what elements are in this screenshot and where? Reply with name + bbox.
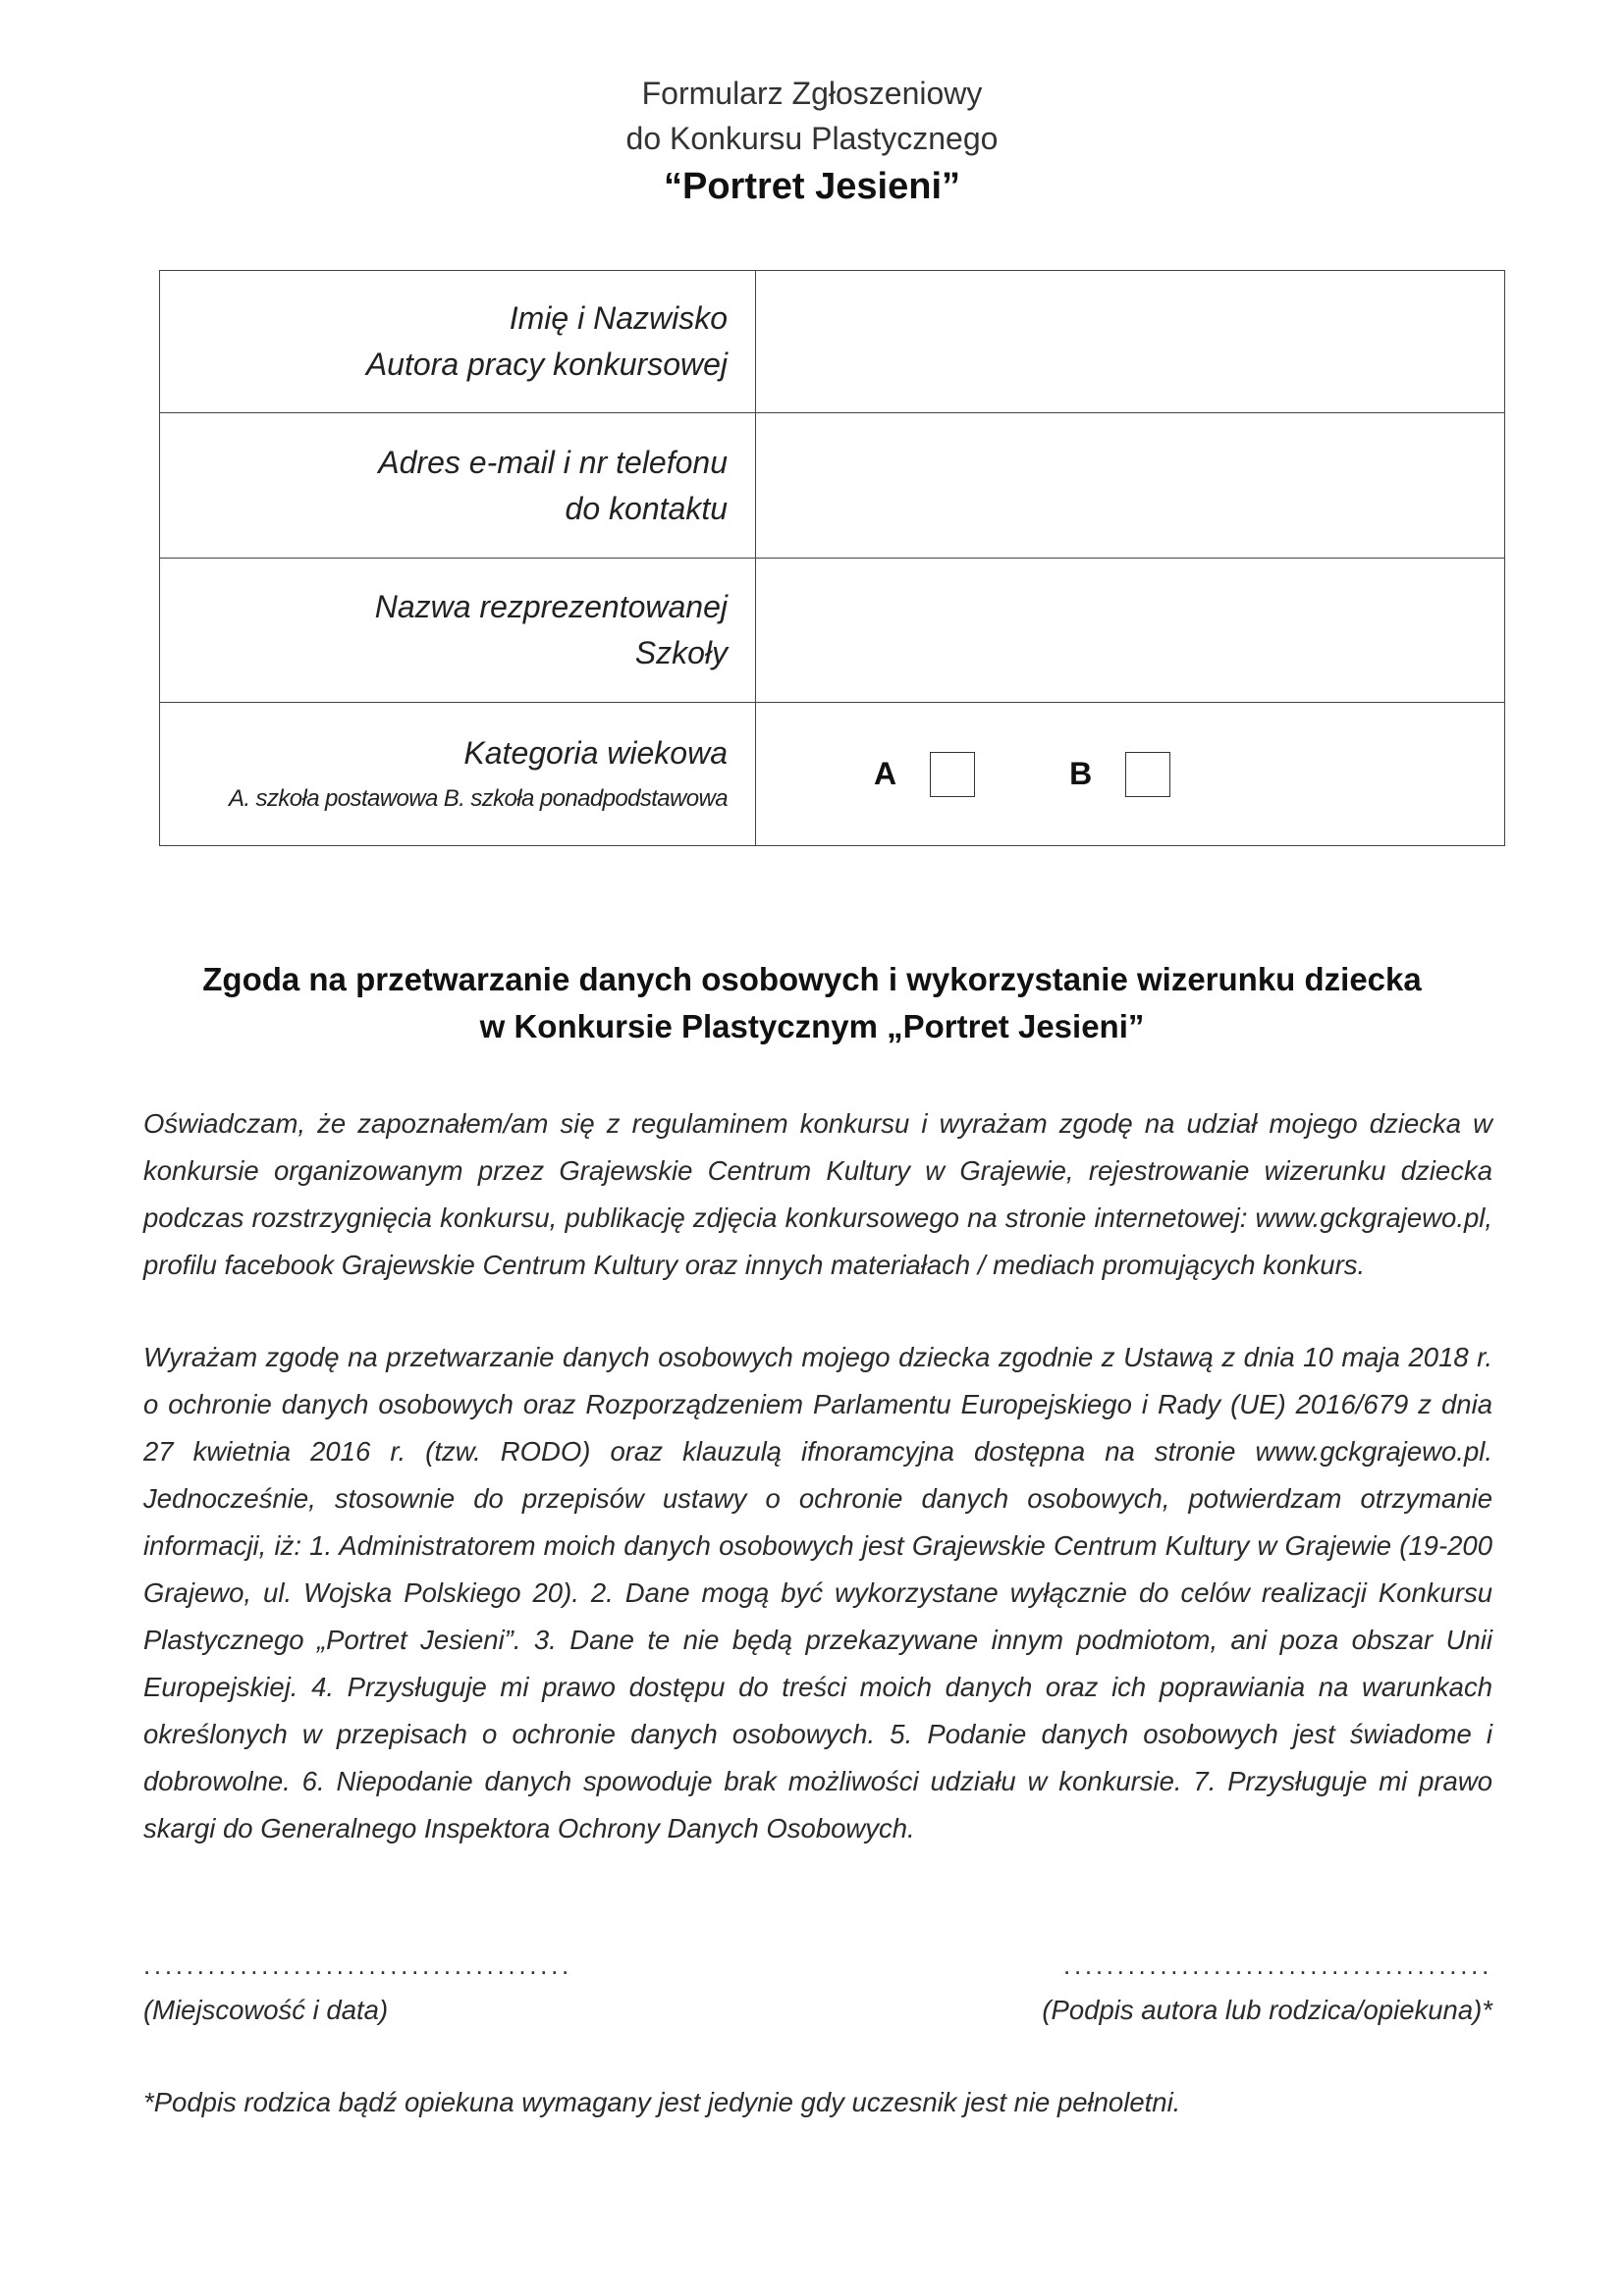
form-row-author-name (160, 271, 1505, 413)
participation-consent-paragraph: Oświadczam, że zapoznałem/am się z regulaminem konkursu i wyrażam zgodę na udział mojego dziecka w konkursie organizowanym przez Grajewskie Centrum Kultury w Grajewie, rejestrowanie wizerunku dziecka podczas rozstrzygnięcia konkursu, publikację zdjęcia konkursowego na stronie internetowej: www.gckgrajewo.pl, profilu facebook Grajewskie Centrum Kultury oraz innych materiałach / mediach promujących konkurs. (143, 1108, 1492, 1280)
header-line-1: Formularz Zgłoszeniowy (641, 76, 983, 111)
consent-heading (0, 956, 1624, 1050)
contact-label (160, 413, 756, 559)
consent-heading-line-2: w Konkursie Plastycznym „Portret Jesieni” (479, 1008, 1145, 1044)
contest-title: “Portret Jesieni” (664, 166, 960, 207)
age-category-label-main: Kategoria wiekowa (463, 735, 728, 771)
category-a-label: A (874, 756, 897, 791)
category-b-label: B (1069, 756, 1093, 791)
age-category-options (756, 703, 1505, 846)
guardian-signature-footnote: *Podpis rodzica bądź opiekuna wymagany jest jedynie gdy uczesnik jest nie pełnoletni. (143, 2087, 1181, 2117)
age-category-checkbox-group (756, 752, 1504, 797)
school-field[interactable] (756, 559, 1505, 703)
school-label-line-2: Szkoły (634, 635, 728, 670)
header-line-2: do Konkursu Plastycznego (625, 121, 999, 156)
data-processing-consent-paragraph: Wyrażam zgodę na przetwarzanie danych osobowych mojego dziecka zgodnie z Ustawą z dnia 10 maja 2018 r. o ochronie danych osobowych oraz Rozporządzeniem Parlamentu Europejskiego i Rady (UE) 2016/679 z dnia 27 kwietnia 2016 r. (tzw. RODO) oraz klauzulą ifnoramcyjna dostępna na stronie www.gckgrajewo.pl. Jednocześnie, stosownie do przepisów ustawy o ochronie danych osobowych, potwierdzam otrzymanie informacji, iż: 1. Administratorem moich danych osobowych jest Grajewskie Centrum Kultury w Grajewie (19-200 Grajewo, ul. Wojska Polskiego 20). 2. Dane mogą być wykorzystane wyłącznie do celów realizacji Konkursu Plastycznego „Portret Jesieni”. 3. Dane te nie będą przekazywane innym podmiotom, ani poza obszar Unii Europejskiej. 4. Przysługuje mi prawo dostępu do treści moich danych oraz ich poprawiania na warunkach określonych w przepisach o ochronie danych osobowych. 5. Podanie danych osobowych jest świadome i dobrowolne. 6. Niepodanie danych spowoduje brak możliwości udziału w konkursie. 7. Przysługuje mi prawo skargi do Generalnego Inspektora Ochrony Danych Osobowych. (143, 1342, 1492, 1843)
form-row-contact (160, 413, 1505, 559)
author-name-label-line-1: Imię i Nazwisko (509, 300, 728, 336)
signature-line[interactable]: ........................................ (1063, 1950, 1492, 1980)
place-date-signature-line[interactable]: ........................................ (143, 1950, 572, 1980)
age-category-legend: A. szkoła postawowa B. szkoła ponadpodstawowa (229, 785, 728, 812)
form-row-school (160, 559, 1505, 703)
author-name-field[interactable] (756, 271, 1505, 413)
category-b-checkbox[interactable] (1125, 752, 1170, 797)
entry-form-table (159, 270, 1505, 846)
consent-heading-line-1: Zgoda na przetwarzanie danych osobowych i wykorzystanie wizerunku dziecka (202, 961, 1422, 997)
place-date-caption: (Miejscowość i data) (143, 1995, 389, 2025)
contact-label-line-1: Adres e-mail i nr telefonu (378, 444, 728, 480)
author-name-label (160, 271, 756, 413)
school-label-line-1: Nazwa rezprezentowanej (374, 589, 728, 624)
age-category-label (160, 703, 756, 846)
form-header (0, 71, 1624, 212)
form-row-age-category (160, 703, 1505, 846)
contact-label-line-2: do kontaktu (565, 490, 728, 526)
school-label (160, 559, 756, 703)
signature-caption: (Podpis autora lub rodzica/opiekuna)* (1042, 1995, 1492, 2025)
author-name-label-line-2: Autora pracy konkursowej (365, 347, 728, 382)
category-a-checkbox[interactable] (930, 752, 975, 797)
contact-field[interactable] (756, 413, 1505, 559)
